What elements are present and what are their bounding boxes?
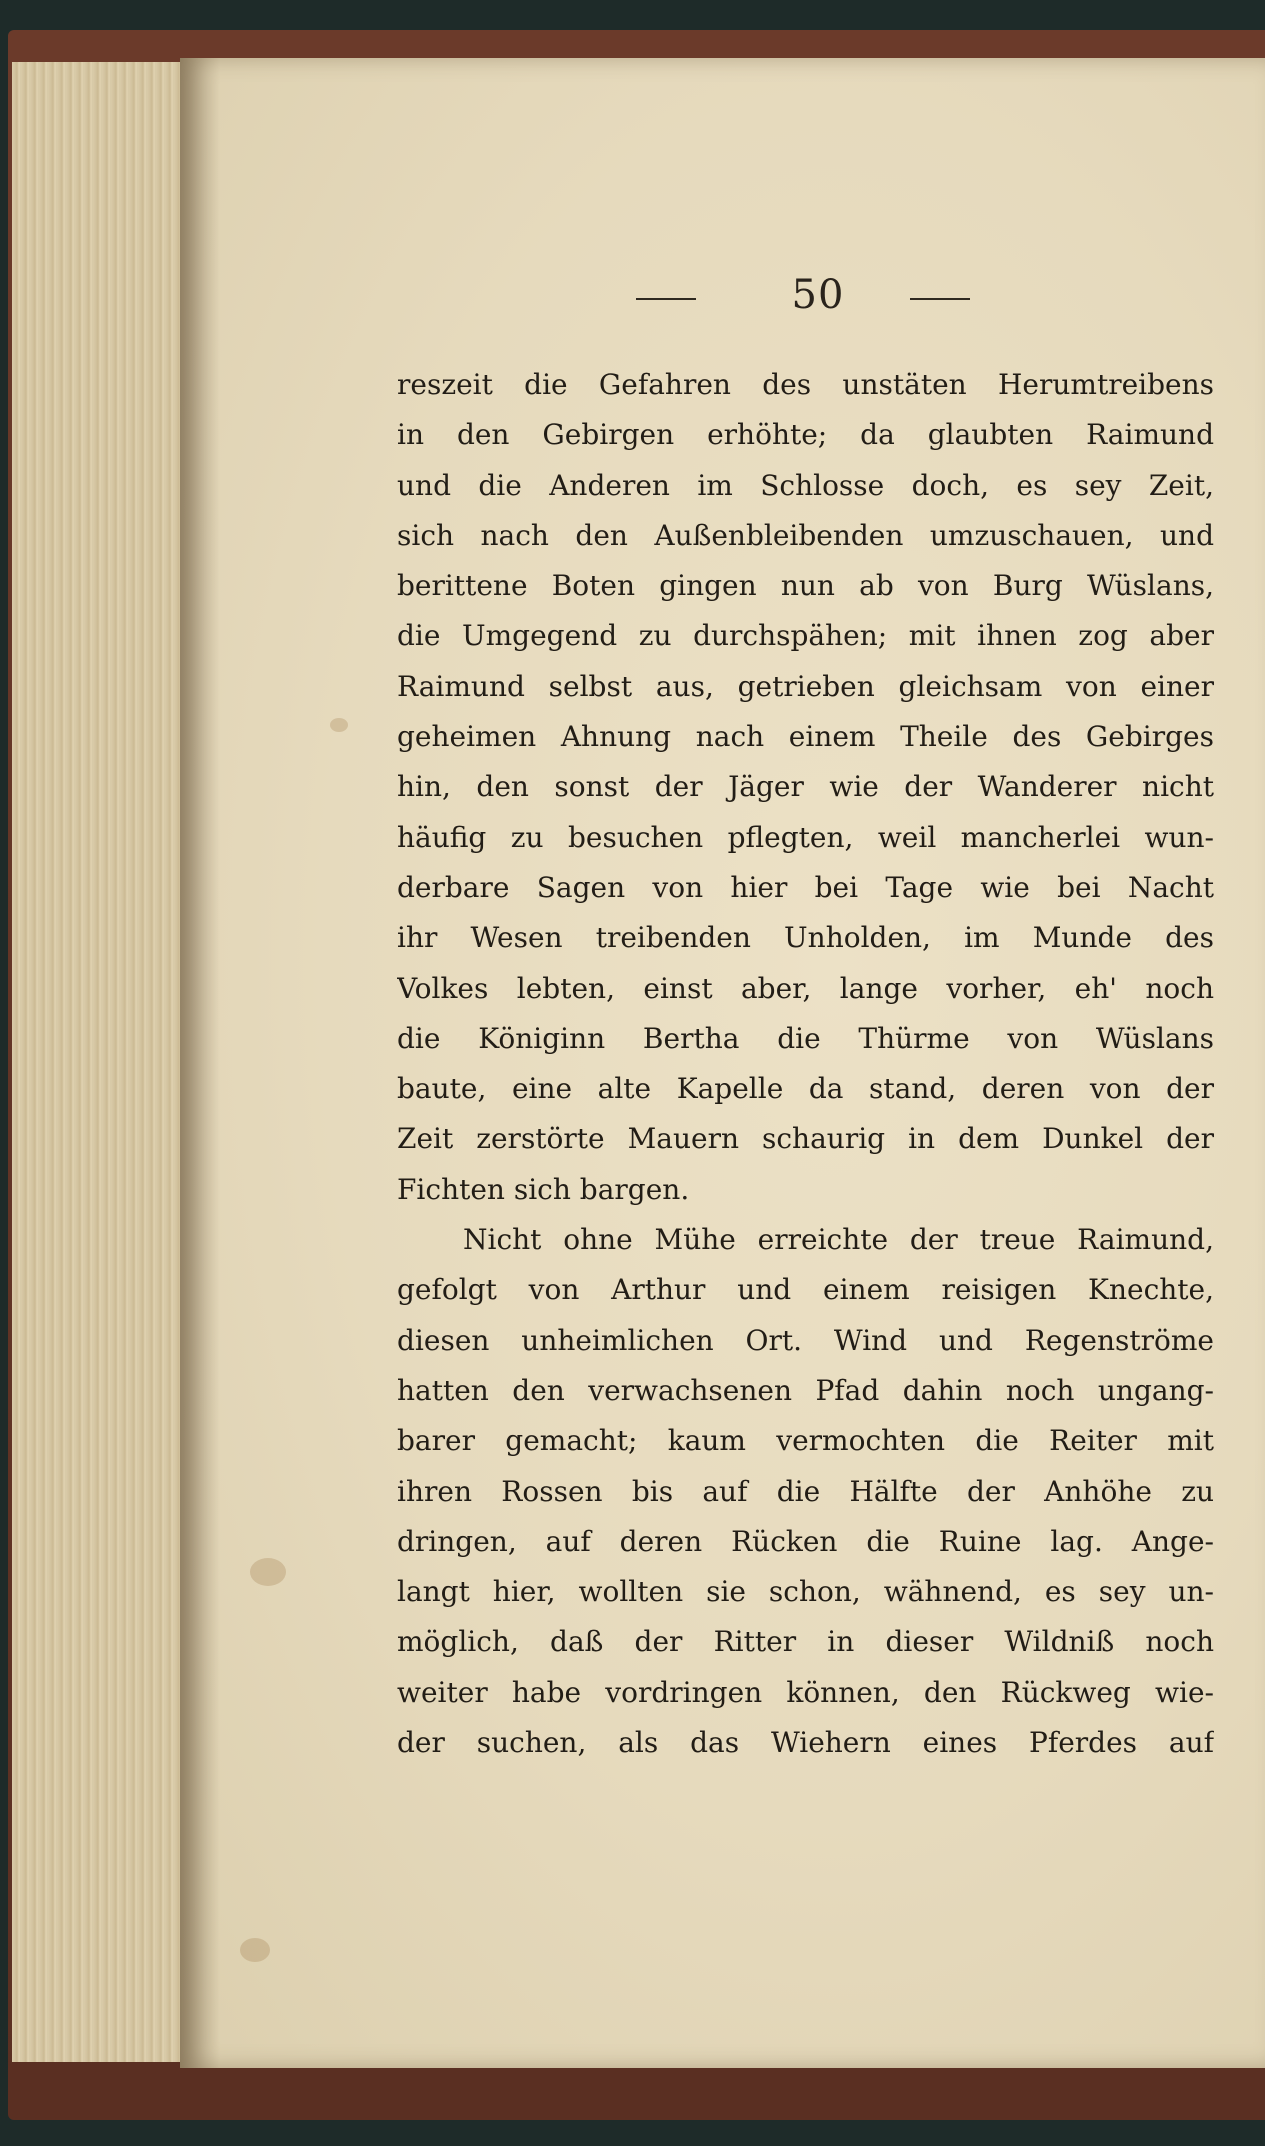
text-line: diesen unheimlichen Ort. Wind und Regenströme: [397, 1323, 1214, 1357]
text-line: der suchen, als das Wiehern eines Pferdes auf: [397, 1726, 1214, 1760]
text-line: gefolgt von Arthur und einem reisigen Knechte,: [397, 1273, 1214, 1307]
header-rule-left: [636, 298, 696, 300]
text-line: weiter habe vordringen können, den Rückweg wie-: [397, 1675, 1214, 1709]
header-rule-right: [910, 298, 970, 300]
paper-stain: [240, 1938, 270, 1962]
text-line: sich nach den Außenbleibenden umzuschauen, und: [397, 518, 1214, 552]
text-line: möglich, daß der Ritter in dieser Wildniß noch: [397, 1625, 1214, 1659]
page-number: 50: [791, 272, 845, 318]
text-line: ihren Rossen bis auf die Hälfte der Anhöhe zu: [397, 1474, 1214, 1508]
text-line: Volkes lebten, einst aber, lange vorher, eh' noch: [397, 971, 1214, 1005]
page-edges-stack: [12, 62, 184, 2062]
text-line: in den Gebirgen erhöhte; da glaubten Raimund: [397, 418, 1214, 452]
text-line: ihr Wesen treibenden Unholden, im Munde des: [397, 921, 1214, 955]
paper-stain: [250, 1558, 286, 1586]
text-line: geheimen Ahnung nach einem Theile des Gebirges: [397, 720, 1214, 754]
page-header: [628, 268, 988, 328]
text-line: Nicht ohne Mühe erreichte der treue Raimund,: [463, 1223, 1214, 1257]
paper-stain: [330, 718, 348, 732]
text-line: und die Anderen im Schlosse doch, es sey Zeit,: [397, 468, 1214, 502]
text-line: derbare Sagen von hier bei Tage wie bei Nacht: [397, 870, 1214, 904]
text-line: dringen, auf deren Rücken die Ruine lag. Ange-: [397, 1524, 1214, 1558]
text-line: reszeit die Gefahren des unstäten Herumtreibens: [397, 368, 1214, 401]
text-line: barer gemacht; kaum vermochten die Reiter mit: [397, 1424, 1214, 1458]
text-line: langt hier, wollten sie schon, wähnend, es sey un-: [397, 1575, 1214, 1609]
text-line: baute, eine alte Kapelle da stand, deren von der: [397, 1072, 1214, 1106]
text-line: hin, den sonst der Jäger wie der Wanderer nicht: [397, 770, 1214, 804]
text-line: hatten den verwachsenen Pfad dahin noch ungang-: [397, 1373, 1214, 1407]
body-text: [397, 360, 1214, 1768]
text-line: Raimund selbst aus, getrieben gleichsam von einer: [397, 669, 1214, 703]
spine-shadow: [180, 58, 220, 2068]
text-line: Zeit zerstörte Mauern schaurig in dem Dunkel der: [397, 1122, 1214, 1156]
text-line: berittene Boten gingen nun ab von Burg Wüslans,: [397, 569, 1214, 603]
text-line: Fichten sich bargen.: [397, 1172, 690, 1206]
text-line: die Königinn Bertha die Thürme von Wüslans: [397, 1021, 1214, 1055]
text-line: häufig zu besuchen pflegten, weil mancherlei wun-: [397, 820, 1214, 854]
text-line: die Umgegend zu durchspähen; mit ihnen zog aber: [397, 619, 1214, 653]
